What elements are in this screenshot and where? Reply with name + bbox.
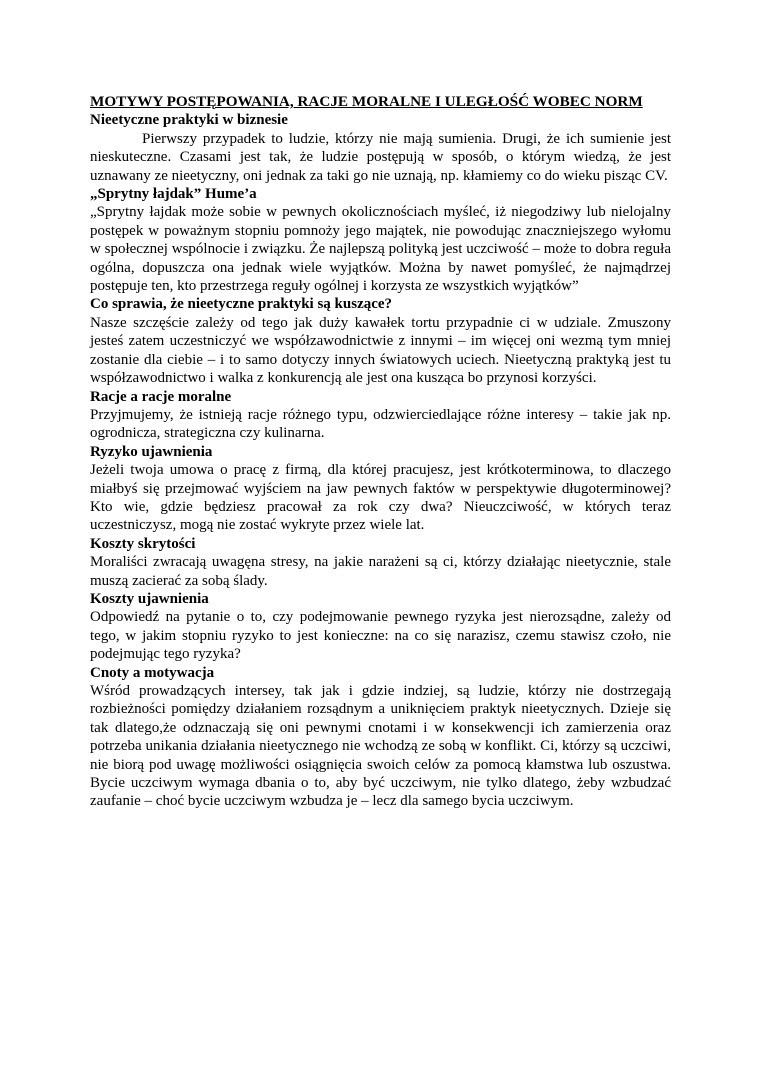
section-paragraph: Wśród prowadzących intersey, tak jak i gdzie indziej, są ludzie, którzy nie dostrzegają rozbieżności pomiędzy działaniem rozsądnym a uniknięciem praktyk nieetycznych. Dzieje się tak dlatego,że odznaczają się oni pewnymi cnotami i w konsekwencji ich zamierzenia oraz potrzeba unikania działania nieetycznego nie wchodzą ze sobą w konflikt. Ci, którzy są uczciwi, nie biorą pod uwagę możliwości osiągnięcia swoich celów za pomocą kłamstwa lub oszustwa. Bycie uczciwym wymaga dbania o to, aby być uczciwym, nie tylko dlatego, żeby wzbudzać zaufanie – choć bycie uczciwym wzbudza je – lecz dla samego bycia uczciwym. xyxy=(90,683,671,810)
section-heading: Koszty ujawnienia xyxy=(90,590,209,607)
section-heading: Koszty skrytości xyxy=(90,535,196,552)
section-paragraph: Jeżeli twoja umowa o pracę z firmą, dla której pracujesz, jest krótkoterminowa, to dlaczego miałbyś się przejmować wyjściem na jaw pewnych faktów w perspektywie długoterminowej? Kto wie, gdzie będziesz pracował za rok czy dwa? Nieuczciwość, w których teraz uczestniczysz, mogą nie zostać wykryte przez wiele lat. xyxy=(90,462,671,534)
section-paragraph: Moraliści zwracają uwagęna stresy, na jakie narażeni są ci, którzy działając nieetycznie, stale muszą zacierać za sobą ślady. xyxy=(90,554,671,589)
document-page xyxy=(90,93,671,811)
section-paragraph: Pierwszy przypadek to ludzie, którzy nie mają sumienia. Drugi, że ich sumienie jest nieskuteczne. Czasami jest tak, że ludzie postępują w sposób, o którym wiedzą, że jest uznawany ze nieetyczny, oni jednak za taki go nie uznają, np. kłamiemy co do wieku pisząc CV. xyxy=(90,130,671,184)
section-paragraph: Przyjmujemy, że istnieją racje różnego typu, odzwierciedlające różne interesy – takie jak np. ogrodnicza, strategiczna czy kulinarna. xyxy=(90,406,671,442)
section-heading: „Sprytny łajdak” Hume’a xyxy=(90,186,257,203)
section-heading: Ryzyko ujawnienia xyxy=(90,443,213,460)
section-paragraph: „Sprytny łajdak może sobie w pewnych okolicznościach myśleć, iż niegodziwy lub nielojalny postępek w poważnym stopniu pomnoży jego majątek, nie powodując znaczniejszego wyłomu w społecznej wspólnocie i związku. Że najlepszą polityką jest uczciwość – może to dobra reguła ogólna, dopuszcza ona jednak wiele wyjątków. Można by nawet pomyśleć, że najmądrzej postępuje ten, kto przestrzega reguły ogólnej i korzysta ze wszystkich wyjątków” xyxy=(90,204,671,295)
section-heading: Co sprawia, że nieetyczne praktyki są kuszące? xyxy=(90,296,393,313)
section-paragraph: Odpowiedź na pytanie o to, czy podejmowanie pewnego ryzyka jest nierozsądne, zależy od tego, w jakim stopniu ryzyko to jest konieczne: na co się narazisz, czemu stawisz czoło, nie podejmując tego ryzyka? xyxy=(90,609,671,663)
section-heading: Cnoty a motywacja xyxy=(90,664,215,681)
section-heading: Nieetyczne praktyki w biznesie xyxy=(90,112,288,129)
document-title: MOTYWY POSTĘPOWANIA, RACJE MORALNE I ULEGŁOŚĆ WOBEC NORM xyxy=(90,93,643,110)
section-paragraph: Nasze szczęście zależy od tego jak duży kawałek tortu przypadnie ci w udziale. Zmuszony jesteś zatem uczestniczyć we współzawodnictwie z innymi – im więcej oni wezmą tym mniej zostanie dla ciebie – i to samo dotyczy innych światowych uciech. Nieetyczną praktyką jest tu współzawodnictwo i walka z konkurencją ale jest ona kusząca bo przynosi korzyści. xyxy=(90,314,671,387)
section-heading: Racje a racje moralne xyxy=(90,388,232,405)
